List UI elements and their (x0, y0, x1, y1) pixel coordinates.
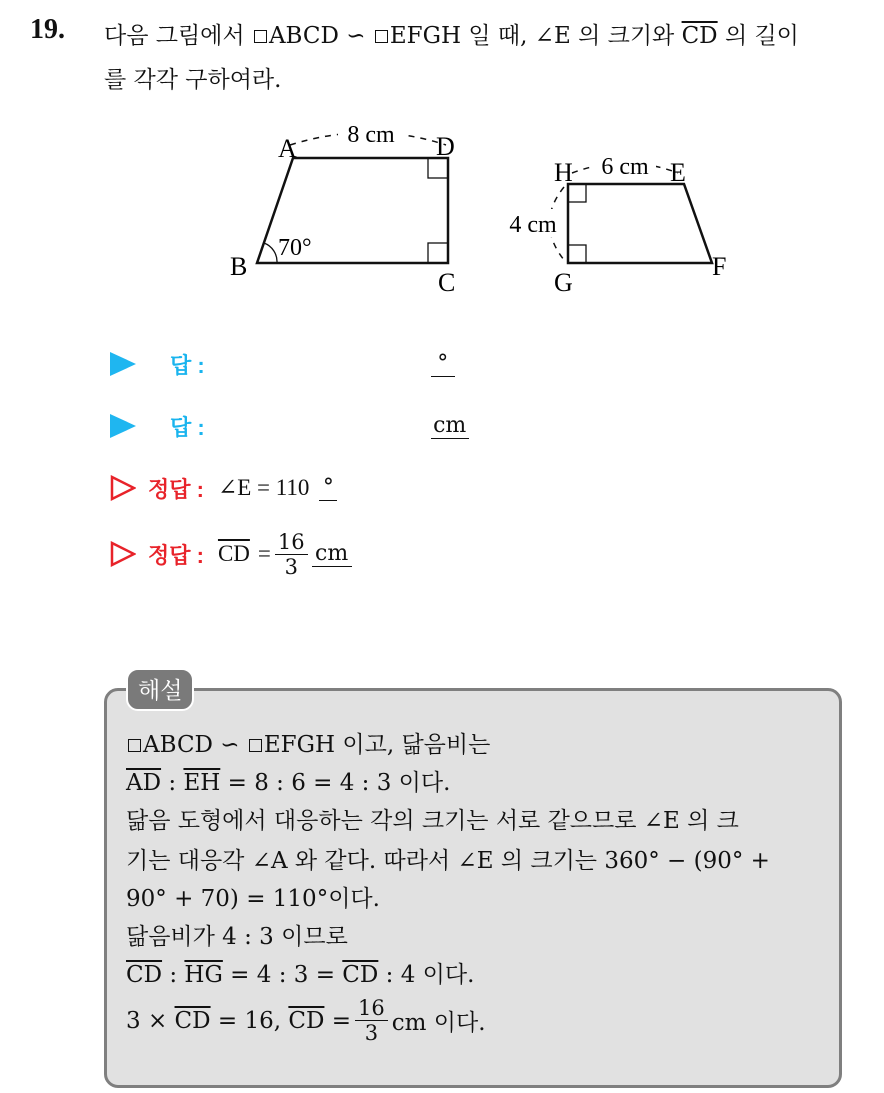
explanation-line-5: 90° + 70) = 110°이다. (126, 886, 380, 912)
segment-hg: $\overline{HG}$ (184, 962, 223, 988)
equals: = (331, 1007, 352, 1034)
quadrilateral-symbol (254, 30, 267, 43)
segment-cd: $\overline{CD}$ (126, 962, 163, 988)
text: cm 이다. (391, 1010, 486, 1036)
explanation-line-7 (126, 956, 474, 989)
correct-expr: ∠E = 110 (217, 475, 310, 500)
answer-row-1 (110, 344, 455, 384)
angle-70: 70° (278, 235, 312, 261)
text: 이고, 닮음비는 (342, 732, 491, 758)
segment-cd: $\overline{CD}$ (174, 1007, 211, 1034)
explanation-line-6: 닮음비가 4 : 3 이므로 (126, 924, 348, 950)
question-line1-pre: 다음 그림에서 (104, 23, 245, 49)
question-number: 19. (30, 14, 65, 45)
vertex-d: D (436, 132, 455, 161)
vertex-f: F (712, 252, 727, 281)
vertex-a: A (278, 134, 297, 163)
denominator: 3 (284, 554, 298, 579)
segment-cd: $\overline{CD}$ (681, 23, 718, 49)
explanation-line-1 (126, 726, 490, 759)
numerator: 16 (275, 530, 308, 555)
explanation-tag: 해설 (126, 668, 194, 711)
segment-cd: $\overline{CD}$ (217, 541, 250, 566)
trapezoid-efgh (568, 184, 712, 263)
answer-label: 답 : (170, 414, 205, 440)
correct-label: 정답 : (148, 476, 204, 502)
question-line1-post: 의 길이 (724, 23, 799, 49)
label-8cm: 8 cm (347, 122, 395, 148)
label-6cm: 6 cm (601, 154, 649, 180)
right-angle-c (428, 243, 448, 263)
text: = 4 : 3 = (230, 962, 335, 988)
text: : 4 이다. (385, 962, 475, 988)
explanation-line-8 (126, 996, 486, 1045)
vertex-e: E (670, 158, 686, 187)
correct-unit-degree: ° (319, 476, 337, 501)
play-outline-icon (110, 541, 136, 567)
segment-cd: $\overline{CD}$ (342, 962, 379, 988)
vertex-c: C (438, 268, 456, 297)
explanation-line-3: 닮음 도형에서 대응하는 각의 크기는 서로 같으므로 ∠E 의 크 (126, 808, 739, 834)
answer-row-2 (110, 406, 469, 446)
answer-blank-length[interactable]: cm (431, 414, 469, 439)
quad1-name: ABCD (143, 732, 213, 758)
vertex-h: H (554, 158, 573, 187)
play-icon (110, 352, 136, 376)
play-icon (110, 414, 136, 438)
label-4cm: 4 cm (509, 212, 557, 238)
trapezoid-figure (220, 115, 740, 305)
colon: : (168, 770, 177, 796)
answer-label: 답 : (170, 352, 205, 378)
right-angle-d (428, 158, 448, 178)
text: 3 × (126, 1007, 168, 1034)
quadrilateral-symbol (249, 739, 262, 752)
text: = 8 : 6 = 4 : 3 이다. (227, 770, 451, 796)
segment-eh: $\overline{EH}$ (183, 770, 221, 796)
quad2-name: EFGH (389, 23, 462, 49)
question-line1-mid: 일 때, ∠E 의 크기와 (468, 23, 675, 49)
similar-symbol: ∽ (220, 732, 240, 758)
quad1-name: ABCD (268, 23, 339, 49)
fraction (275, 530, 308, 579)
explanation-line-2 (126, 764, 450, 797)
correct-label: 정답 : (148, 542, 204, 568)
segment-ad: $\overline{AD}$ (126, 770, 162, 796)
play-outline-icon (110, 475, 136, 501)
vertex-b: B (230, 252, 248, 281)
correct-unit-cm: cm (312, 542, 352, 567)
correct-row-2 (110, 524, 352, 584)
question-text (104, 14, 864, 102)
question-line2: 를 각각 구하여라. (104, 67, 282, 93)
angle-arc-b (264, 243, 277, 263)
numerator: 16 (355, 996, 388, 1021)
vertex-g: G (554, 268, 573, 297)
equals: = (257, 541, 271, 566)
correct-row-1 (110, 468, 337, 508)
fraction (355, 996, 388, 1045)
right-angle-g (568, 245, 586, 263)
text: = 16, (217, 1007, 282, 1034)
colon: : (169, 962, 178, 988)
quad2-name: EFGH (263, 732, 336, 758)
quadrilateral-symbol (375, 30, 388, 43)
explanation-line-4: 기는 대응각 ∠A 와 같다. 따라서 ∠E 의 크기는 360° − (90° + (126, 848, 770, 874)
quadrilateral-symbol (128, 739, 141, 752)
denominator: 3 (364, 1021, 379, 1045)
similar-symbol: ∽ (346, 23, 366, 49)
answer-blank-angle[interactable]: ° (431, 352, 455, 377)
segment-cd: $\overline{CD}$ (288, 1007, 325, 1034)
